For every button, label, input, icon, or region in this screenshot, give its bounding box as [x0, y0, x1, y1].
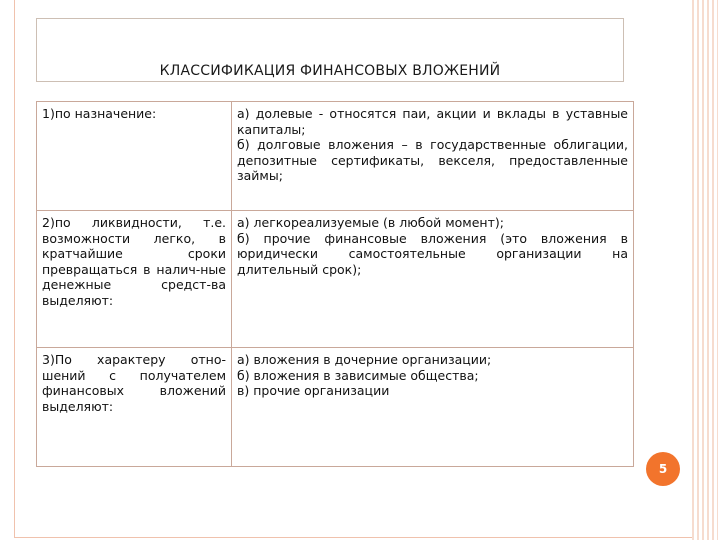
- decorative-stripes: [692, 0, 718, 540]
- list-item: б) вложения в зависимые общества;: [237, 367, 479, 383]
- page-number-badge: 5: [646, 452, 680, 486]
- list-item: в) прочие организации: [237, 383, 390, 398]
- items-cell: [232, 348, 634, 467]
- table-row: [37, 211, 634, 348]
- items-cell: [232, 211, 634, 348]
- list-item: а) вложения в дочерние организации;: [237, 352, 492, 367]
- criterion-cell: 1)по назначение:: [37, 102, 232, 211]
- list-item: а) легкореализуемые (в любой момент);: [237, 215, 504, 230]
- items-cell: [232, 102, 634, 211]
- criterion-cell: 3)По характеру отно-шений с получателем финансовых вложений выделяют:: [37, 348, 232, 467]
- slide-title: КЛАССИФИКАЦИЯ ФИНАНСОВЫХ ВЛОЖЕНИЙ: [159, 63, 501, 79]
- list-item: б) прочие финансовые вложения (это вложения в юридически самостоятельные организации на длительный срок);: [237, 230, 628, 277]
- criterion-cell: 2)по ликвидности, т.е. возможности легко, в кратчайшие сроки превращаться в налич-ные денежные средст-ва выделяют:: [37, 211, 232, 348]
- list-item: а) долевые - относятся паи, акции и вклады в уставные капиталы;: [237, 106, 628, 137]
- classification-table: [36, 101, 634, 467]
- table-row: [37, 348, 634, 467]
- title-box: [36, 18, 624, 82]
- list-item: б) долговые вложения – в государственные облигации, депозитные сертификаты, векселя, предоставленные займы;: [237, 137, 628, 183]
- table-row: [37, 102, 634, 211]
